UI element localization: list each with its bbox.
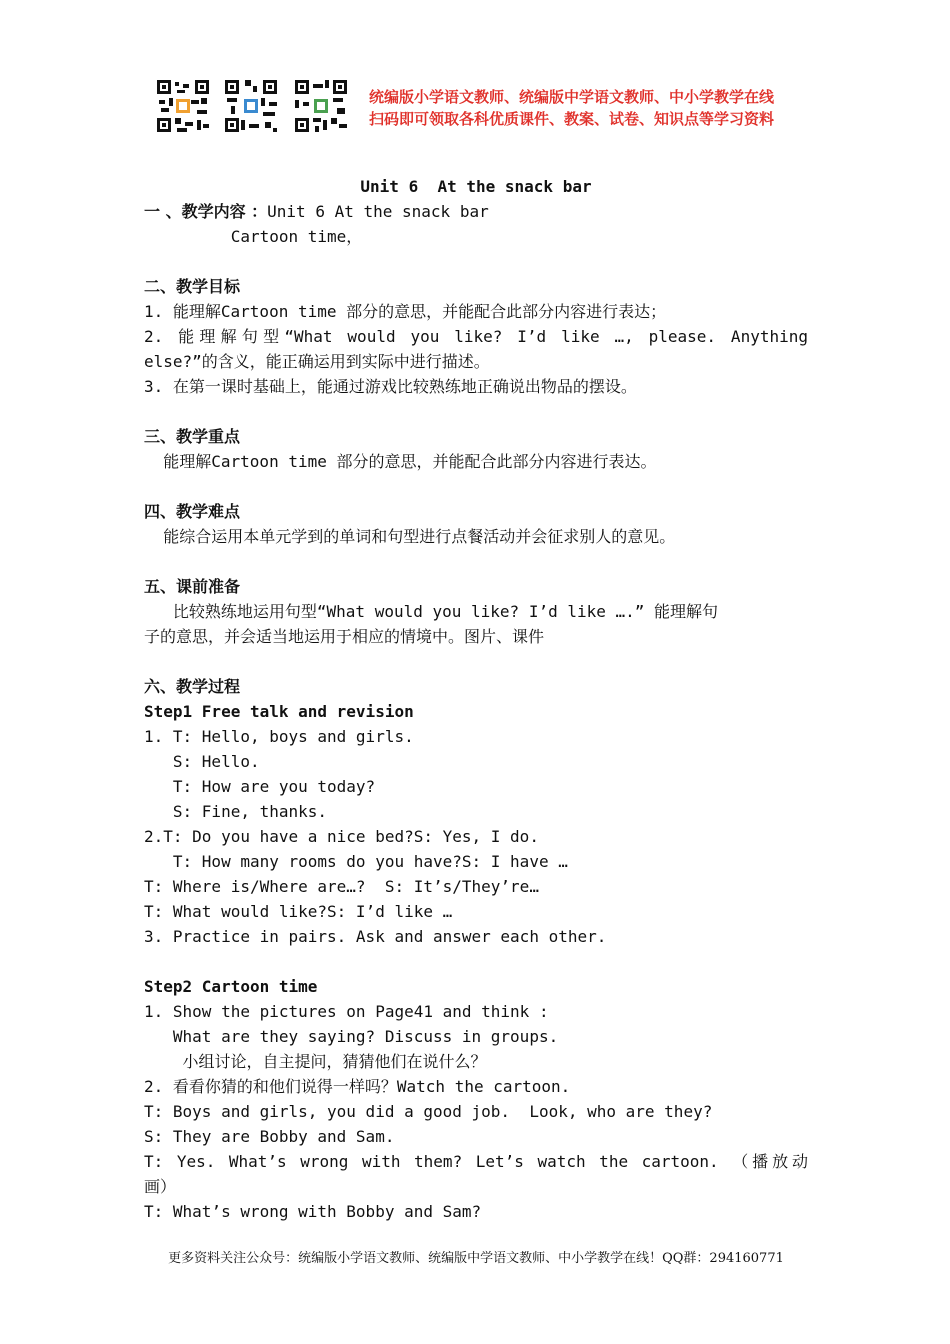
banner-line-1: 统编版小学语文教师、统编版中学语文教师、中小学教学在线: [369, 88, 775, 106]
section-4-text: 能综合运用本单元学到的单词和句型进行点餐活动并会征求别人的意见。: [144, 527, 676, 546]
section-3-text: 能理解Cartoon time 部分的意思，并能配合此部分内容进行表达。: [144, 452, 657, 471]
qr-code-icon: [293, 78, 349, 134]
dialog-line: T: Boys and girls, you did a good job. Look, who are they?: [144, 1102, 713, 1121]
step-2-heading: Step2 Cartoon time: [144, 977, 318, 996]
dialog-line: T: What’s wrong with Bobby and Sam?: [144, 1202, 482, 1221]
dialog-line: T: How many rooms do you have?S: I have …: [144, 852, 568, 871]
dialog-line: 1. Show the pictures on Page41 and think :: [144, 1002, 549, 1021]
dialog-line: T: Yes. What’s wrong with them? Let’s watch the cartoon. （播放动: [144, 1152, 808, 1171]
promo-banner: [369, 86, 809, 130]
section-5-heading: 五、课前准备: [144, 577, 241, 596]
objective-item: else?”的含义，能正确运用到实际中进行描述。: [144, 352, 490, 371]
dialog-line: 2.T: Do you have a nice bed?S: Yes, I do.: [144, 827, 539, 846]
qr-code[interactable]: [223, 78, 279, 134]
step-1-heading: Step1 Free talk and revision: [144, 702, 414, 721]
section-1-label: 一 、教学内容 ：: [144, 202, 268, 221]
document-body: [144, 174, 808, 1224]
qr-code[interactable]: [155, 78, 211, 134]
dialog-line: T: Where is/Where are…? S: It’s/They’re…: [144, 877, 539, 896]
qr-code[interactable]: [293, 78, 349, 134]
section-6-heading: 六、教学过程: [144, 677, 241, 696]
section-1-line-1: Unit 6 At the snack bar: [267, 202, 489, 221]
section-1-heading: [144, 199, 808, 224]
section-3-heading: 三、教学重点: [144, 427, 241, 446]
section-2-heading: 二、教学目标: [144, 277, 241, 296]
dialog-line: What are they saying? Discuss in groups.: [144, 1027, 559, 1046]
objective-item: 2. 能理解句型“What would you like? I’d like …, please. Anything: [144, 327, 808, 346]
section-1-line-2: Cartoon time，: [144, 227, 363, 246]
dialog-line: S: Hello.: [144, 752, 260, 771]
objective-item: 1. 能理解Cartoon time 部分的意思，并能配合此部分内容进行表达；: [144, 302, 667, 321]
dialog-line: 1. T: Hello, boys and girls.: [144, 727, 414, 746]
dialog-line: 2. 看看你猜的和他们说得一样吗？Watch the cartoon.: [144, 1077, 571, 1096]
objective-item: 3. 在第一课时基础上，能通过游戏比较熟练地正确说出物品的摆设。: [144, 377, 637, 396]
dialog-line: T: What would like?S: I’d like …: [144, 902, 453, 921]
dialog-line: 小组讨论，自主提问，猜猜他们在说什么？: [144, 1052, 487, 1071]
qr-code-icon: [223, 78, 279, 134]
section-5-line-1: 比较熟练地运用句型“What would you like? I’d like ….” 能理解句: [144, 602, 719, 621]
dialog-line: 3. Practice in pairs. Ask and answer each other.: [144, 927, 607, 946]
dialog-line: T: How are you today?: [144, 777, 376, 796]
section-4-heading: 四、教学难点: [144, 502, 241, 521]
header: [155, 78, 815, 138]
section-5-line-2: 子的意思，并会适当地运用于相应的情境中。图片、课件: [144, 627, 545, 646]
doc-title: Unit 6 At the snack bar: [360, 177, 592, 196]
footer-note: 更多资料关注公众号：统编版小学语文教师、统编版中学语文教师、中小学教学在线！QQ群：294160771: [168, 1251, 784, 1266]
dialog-line: 画）: [144, 1177, 177, 1196]
qr-code-icon: [155, 78, 211, 134]
banner-line-2: 扫码即可领取各科优质课件、教案、试卷、知识点等学习资料: [369, 110, 775, 128]
dialog-line: S: Fine, thanks.: [144, 802, 328, 821]
dialog-line: S: They are Bobby and Sam.: [144, 1127, 395, 1146]
